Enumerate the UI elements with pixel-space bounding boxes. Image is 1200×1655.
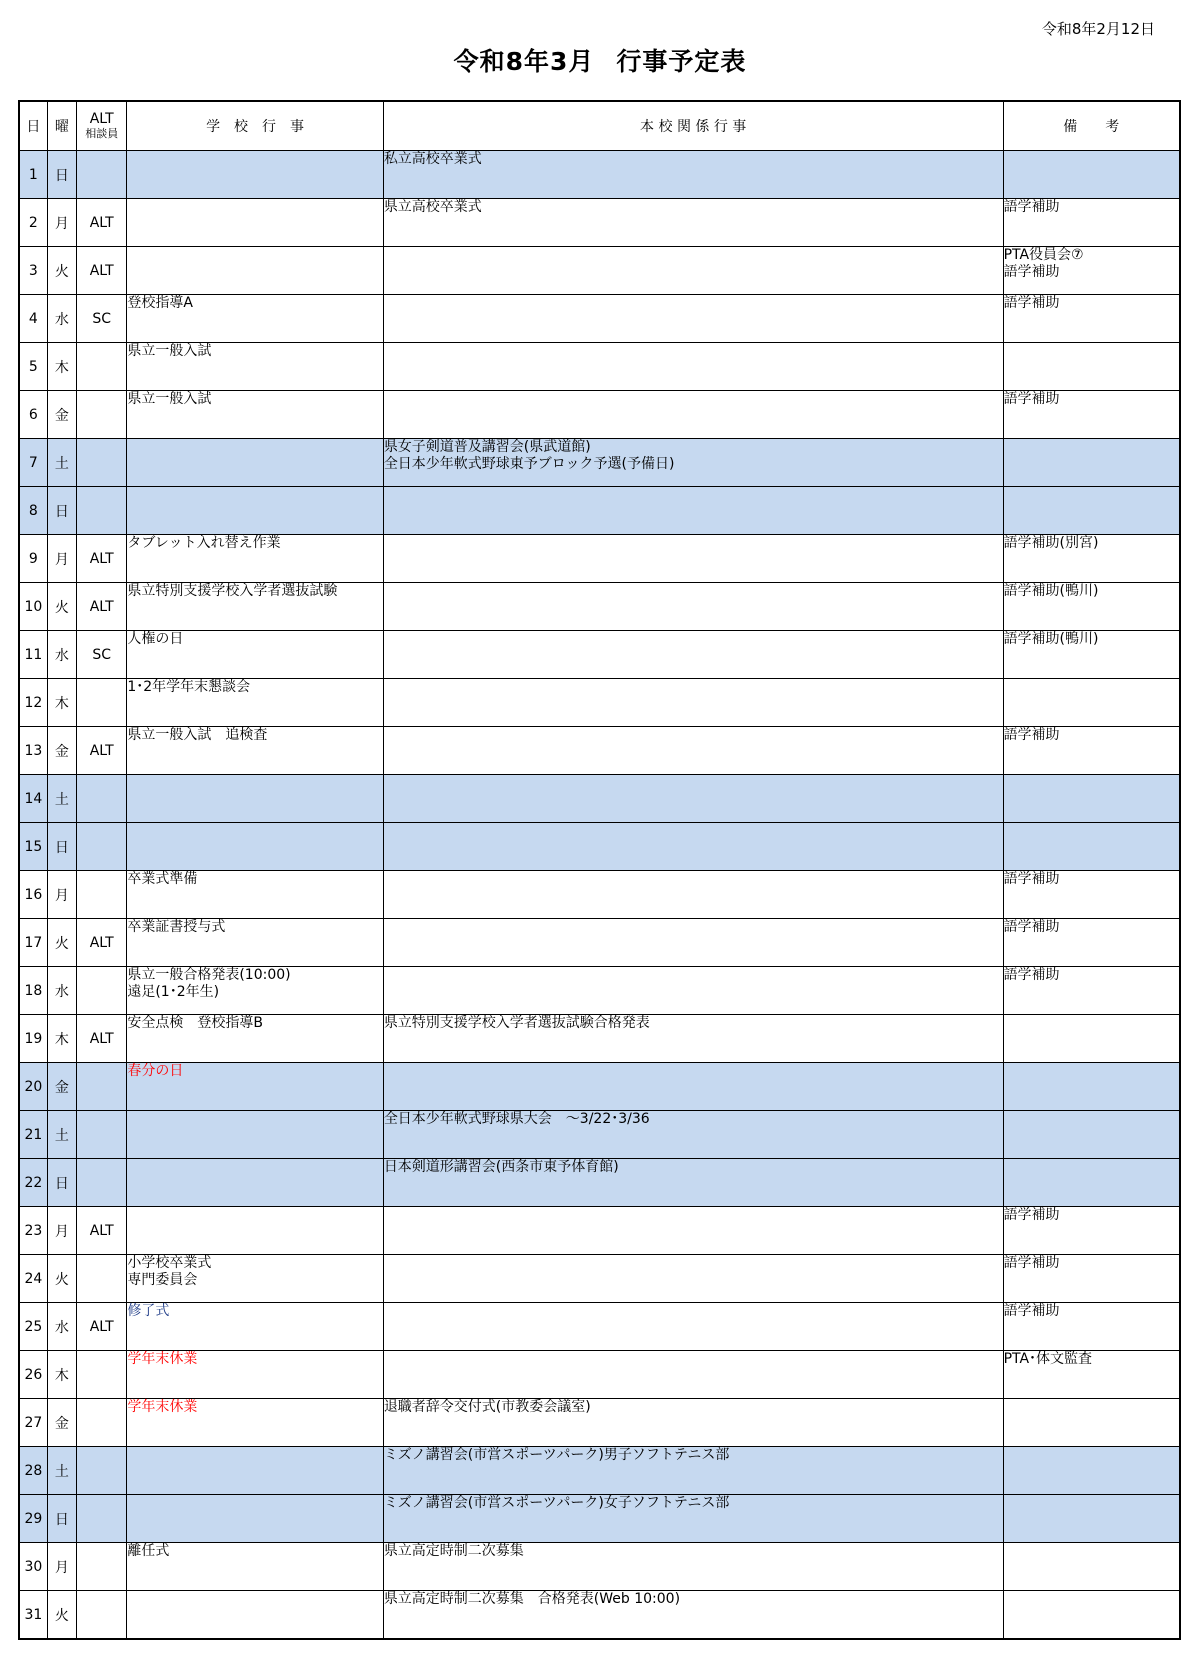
school-event-cell	[127, 151, 383, 199]
related-event: 県立高校卒業式	[383, 199, 482, 215]
table-row	[19, 871, 1180, 919]
day-cell: 17	[19, 919, 47, 967]
weekday-cell: 水	[47, 967, 76, 1015]
table-row	[19, 391, 1180, 439]
related-event-cell	[383, 1063, 1003, 1111]
note-line: 語学補助(別宮)	[1003, 535, 1099, 551]
related-event-cell	[383, 439, 1003, 487]
weekday-cell: 日	[47, 1159, 76, 1207]
school-event-cell	[127, 967, 383, 1015]
school-event-cell	[127, 391, 383, 439]
table-row	[19, 1447, 1180, 1495]
table-row	[19, 1591, 1180, 1640]
note-line: 語学補助	[1003, 967, 1060, 983]
notes-cell	[1003, 1591, 1180, 1640]
notes-cell	[1003, 199, 1180, 247]
day-cell: 2	[19, 199, 47, 247]
related-event-cell	[383, 871, 1003, 919]
related-event-cell	[383, 295, 1003, 343]
alt-cell: SC	[77, 295, 127, 343]
alt-cell	[77, 679, 127, 727]
school-event-cell	[127, 1591, 383, 1640]
school-event: 1･2年学年末懇談会	[127, 679, 251, 695]
table-row	[19, 679, 1180, 727]
day-cell: 24	[19, 1255, 47, 1303]
alt-cell: ALT	[77, 727, 127, 775]
school-event: 県立一般合格発表(10:00)	[127, 967, 291, 983]
weekday-cell: 木	[47, 679, 76, 727]
related-event-cell	[383, 1351, 1003, 1399]
school-event: 学年末休業	[127, 1399, 198, 1415]
header-notes: 備 考	[1003, 101, 1180, 151]
school-event-cell	[127, 487, 383, 535]
school-event-cell	[127, 1399, 383, 1447]
school-event: 卒業証書授与式	[127, 919, 226, 935]
table-row	[19, 1351, 1180, 1399]
school-event: 県立特別支援学校入学者選抜試験	[127, 583, 338, 599]
day-cell: 30	[19, 1543, 47, 1591]
school-event-cell	[127, 295, 383, 343]
notes-cell	[1003, 295, 1180, 343]
header-related-events: 本 校 関 係 行 事	[383, 101, 1003, 151]
day-cell: 29	[19, 1495, 47, 1543]
related-event: 私立高校卒業式	[383, 151, 482, 167]
related-event-cell	[383, 1399, 1003, 1447]
day-cell: 9	[19, 535, 47, 583]
school-event: 学年末休業	[127, 1351, 198, 1367]
alt-cell	[77, 343, 127, 391]
school-event-cell	[127, 535, 383, 583]
table-row	[19, 1495, 1180, 1543]
day-cell: 28	[19, 1447, 47, 1495]
notes-cell	[1003, 1255, 1180, 1303]
alt-cell: ALT	[77, 1207, 127, 1255]
weekday-cell: 月	[47, 199, 76, 247]
notes-cell	[1003, 727, 1180, 775]
day-cell: 6	[19, 391, 47, 439]
notes-cell	[1003, 1015, 1180, 1063]
note-line: 語学補助	[1003, 199, 1060, 215]
weekday-cell: 月	[47, 871, 76, 919]
day-cell: 4	[19, 295, 47, 343]
related-event-cell	[383, 583, 1003, 631]
school-event: 人権の日	[127, 631, 184, 647]
weekday-cell: 水	[47, 1303, 76, 1351]
school-event-cell	[127, 823, 383, 871]
table-row	[19, 151, 1180, 199]
day-cell: 10	[19, 583, 47, 631]
table-row	[19, 1159, 1180, 1207]
day-cell: 25	[19, 1303, 47, 1351]
day-cell: 1	[19, 151, 47, 199]
day-cell: 3	[19, 247, 47, 295]
school-event-cell	[127, 1255, 383, 1303]
note-line: 語学補助(鴨川)	[1003, 583, 1099, 599]
table-row	[19, 487, 1180, 535]
alt-cell	[77, 151, 127, 199]
page-title	[0, 42, 1200, 78]
related-event: 退職者辞令交付式(市教委会議室)	[383, 1399, 591, 1415]
school-event-cell	[127, 1207, 383, 1255]
table-row	[19, 1207, 1180, 1255]
weekday-cell: 金	[47, 391, 76, 439]
school-event-cell	[127, 583, 383, 631]
school-event-cell	[127, 247, 383, 295]
table-row	[19, 631, 1180, 679]
weekday-cell: 土	[47, 439, 76, 487]
notes-cell	[1003, 1063, 1180, 1111]
weekday-cell: 日	[47, 1495, 76, 1543]
notes-cell	[1003, 343, 1180, 391]
day-cell: 20	[19, 1063, 47, 1111]
day-cell: 15	[19, 823, 47, 871]
weekday-cell: 火	[47, 247, 76, 295]
day-cell: 7	[19, 439, 47, 487]
notes-cell	[1003, 1495, 1180, 1543]
school-event: 遠足(1･2年生)	[127, 984, 220, 1000]
related-event-cell	[383, 391, 1003, 439]
alt-cell: ALT	[77, 199, 127, 247]
day-cell: 21	[19, 1111, 47, 1159]
header-day: 日	[19, 101, 47, 151]
note-line: PTA･体文監査	[1003, 1351, 1093, 1367]
school-event-cell	[127, 1111, 383, 1159]
alt-cell: ALT	[77, 535, 127, 583]
note-line: 語学補助	[1003, 1207, 1060, 1223]
related-event: 日本剣道形講習会(西条市東予体育館)	[383, 1159, 619, 1175]
related-event: 県立高定時制二次募集	[383, 1543, 524, 1559]
table-row	[19, 775, 1180, 823]
notes-cell	[1003, 631, 1180, 679]
weekday-cell: 金	[47, 1063, 76, 1111]
school-event: 専門委員会	[127, 1272, 198, 1288]
weekday-cell: 日	[47, 151, 76, 199]
table-row	[19, 727, 1180, 775]
alt-cell	[77, 1447, 127, 1495]
day-cell: 11	[19, 631, 47, 679]
note-line: 語学補助	[1003, 727, 1060, 743]
alt-cell	[77, 823, 127, 871]
notes-cell	[1003, 1111, 1180, 1159]
alt-cell	[77, 1399, 127, 1447]
related-event-cell	[383, 1591, 1003, 1640]
school-event-cell	[127, 727, 383, 775]
notes-cell	[1003, 535, 1180, 583]
schedule-body	[19, 151, 1180, 1640]
school-event: 離任式	[127, 1543, 170, 1559]
notes-cell	[1003, 967, 1180, 1015]
related-event-cell	[383, 247, 1003, 295]
related-event-cell	[383, 1207, 1003, 1255]
day-cell: 26	[19, 1351, 47, 1399]
day-cell: 18	[19, 967, 47, 1015]
day-cell: 16	[19, 871, 47, 919]
table-row	[19, 1015, 1180, 1063]
related-event-cell	[383, 1255, 1003, 1303]
school-event-cell	[127, 1063, 383, 1111]
notes-cell	[1003, 919, 1180, 967]
notes-cell	[1003, 487, 1180, 535]
table-row	[19, 1063, 1180, 1111]
related-event: ミズノ講習会(市営スポーツパーク)男子ソフトテニス部	[383, 1447, 730, 1463]
day-cell: 12	[19, 679, 47, 727]
note-line: 語学補助	[1003, 1303, 1060, 1319]
weekday-cell: 木	[47, 343, 76, 391]
related-event-cell	[383, 1495, 1003, 1543]
note-line: 語学補助	[1003, 264, 1060, 280]
school-event: 県立一般入試	[127, 343, 212, 359]
weekday-cell: 月	[47, 1207, 76, 1255]
school-event: 登校指導A	[127, 295, 193, 311]
school-event-cell	[127, 919, 383, 967]
weekday-cell: 土	[47, 775, 76, 823]
table-row	[19, 1399, 1180, 1447]
weekday-cell: 月	[47, 535, 76, 583]
school-event: 春分の日	[127, 1063, 184, 1079]
weekday-cell: 土	[47, 1447, 76, 1495]
alt-cell: ALT	[77, 1303, 127, 1351]
day-cell: 13	[19, 727, 47, 775]
alt-cell	[77, 439, 127, 487]
alt-cell: ALT	[77, 247, 127, 295]
note-line: 語学補助	[1003, 871, 1060, 887]
day-cell: 14	[19, 775, 47, 823]
weekday-cell: 火	[47, 583, 76, 631]
related-event-cell	[383, 823, 1003, 871]
alt-cell	[77, 487, 127, 535]
school-event: 県立一般入試 追検査	[127, 727, 268, 743]
related-event-cell	[383, 487, 1003, 535]
related-event-cell	[383, 631, 1003, 679]
table-row	[19, 919, 1180, 967]
alt-cell	[77, 1159, 127, 1207]
note-line: 語学補助	[1003, 391, 1060, 407]
related-event-cell	[383, 679, 1003, 727]
table-row	[19, 823, 1180, 871]
weekday-cell: 水	[47, 295, 76, 343]
alt-cell	[77, 775, 127, 823]
weekday-cell: 金	[47, 1399, 76, 1447]
weekday-cell: 火	[47, 1591, 76, 1640]
related-event: 県女子剣道普及講習会(県武道館)	[383, 439, 591, 455]
weekday-cell: 日	[47, 487, 76, 535]
table-row	[19, 583, 1180, 631]
related-event-cell	[383, 199, 1003, 247]
table-row	[19, 295, 1180, 343]
weekday-cell: 火	[47, 1255, 76, 1303]
table-row	[19, 1543, 1180, 1591]
alt-cell: ALT	[77, 583, 127, 631]
table-row	[19, 1255, 1180, 1303]
header-weekday: 曜	[47, 101, 76, 151]
weekday-cell: 水	[47, 631, 76, 679]
school-event-cell	[127, 1543, 383, 1591]
related-event-cell	[383, 1447, 1003, 1495]
alt-cell: ALT	[77, 919, 127, 967]
related-event: ミズノ講習会(市営スポーツパーク)女子ソフトテニス部	[383, 1495, 730, 1511]
related-event: 全日本少年軟式野球東予ブロック予選(予備日)	[383, 456, 675, 472]
table-row	[19, 1303, 1180, 1351]
related-event-cell	[383, 1543, 1003, 1591]
alt-cell	[77, 967, 127, 1015]
related-event-cell	[383, 727, 1003, 775]
note-line: PTA役員会⑦	[1003, 247, 1084, 263]
alt-cell	[77, 1495, 127, 1543]
notes-cell	[1003, 1303, 1180, 1351]
related-event-cell	[383, 1303, 1003, 1351]
day-cell: 5	[19, 343, 47, 391]
header-alt-line1: ALT	[89, 110, 114, 127]
school-event-cell	[127, 631, 383, 679]
notes-cell	[1003, 679, 1180, 727]
school-event-cell	[127, 439, 383, 487]
day-cell: 22	[19, 1159, 47, 1207]
weekday-cell: 月	[47, 1543, 76, 1591]
header-alt	[77, 101, 127, 151]
school-event: タブレット入れ替え作業	[127, 535, 281, 551]
related-event-cell	[383, 1111, 1003, 1159]
school-event-cell	[127, 199, 383, 247]
weekday-cell: 火	[47, 919, 76, 967]
title-month: 令和8年3月	[453, 47, 595, 76]
notes-cell	[1003, 1543, 1180, 1591]
related-event: 全日本少年軟式野球県大会 ～3/22･3/36	[383, 1111, 650, 1127]
school-event-cell	[127, 1159, 383, 1207]
school-event: 県立一般入試	[127, 391, 212, 407]
note-line: 語学補助	[1003, 295, 1060, 311]
day-cell: 27	[19, 1399, 47, 1447]
day-cell: 8	[19, 487, 47, 535]
notes-cell	[1003, 391, 1180, 439]
notes-cell	[1003, 247, 1180, 295]
table-row	[19, 1111, 1180, 1159]
school-event: 卒業式準備	[127, 871, 198, 887]
school-event: 安全点検 登校指導B	[127, 1015, 263, 1031]
header-row	[19, 101, 1180, 151]
related-event-cell	[383, 343, 1003, 391]
notes-cell	[1003, 583, 1180, 631]
weekday-cell: 金	[47, 727, 76, 775]
school-event-cell	[127, 775, 383, 823]
header-school-events: 学 校 行 事	[127, 101, 383, 151]
alt-cell: SC	[77, 631, 127, 679]
day-cell: 31	[19, 1591, 47, 1640]
school-event: 小学校卒業式	[127, 1255, 212, 1271]
alt-cell	[77, 1591, 127, 1640]
notes-cell	[1003, 775, 1180, 823]
school-event: 修了式	[127, 1303, 170, 1319]
alt-cell	[77, 1255, 127, 1303]
notes-cell	[1003, 151, 1180, 199]
notes-cell	[1003, 871, 1180, 919]
title-label: 行事予定表	[616, 47, 747, 76]
school-event-cell	[127, 871, 383, 919]
related-event: 県立高定時制二次募集 合格発表(Web 10:00)	[383, 1591, 681, 1607]
day-cell: 19	[19, 1015, 47, 1063]
related-event-cell	[383, 1159, 1003, 1207]
notes-cell	[1003, 823, 1180, 871]
school-event-cell	[127, 1015, 383, 1063]
table-row	[19, 199, 1180, 247]
header-alt-line2: 相談員	[85, 126, 119, 140]
related-event-cell	[383, 919, 1003, 967]
weekday-cell: 土	[47, 1111, 76, 1159]
notes-cell	[1003, 1351, 1180, 1399]
table-row	[19, 967, 1180, 1015]
document-date: 令和8年2月12日	[1041, 20, 1155, 38]
table-row	[19, 247, 1180, 295]
alt-cell: ALT	[77, 1015, 127, 1063]
table-row	[19, 343, 1180, 391]
school-event-cell	[127, 1303, 383, 1351]
note-line: 語学補助	[1003, 1255, 1060, 1271]
notes-cell	[1003, 1399, 1180, 1447]
related-event-cell	[383, 535, 1003, 583]
school-event-cell	[127, 679, 383, 727]
alt-cell	[77, 1351, 127, 1399]
alt-cell	[77, 391, 127, 439]
notes-cell	[1003, 1207, 1180, 1255]
school-event-cell	[127, 1351, 383, 1399]
notes-cell	[1003, 1159, 1180, 1207]
school-event-cell	[127, 1447, 383, 1495]
related-event-cell	[383, 151, 1003, 199]
school-event-cell	[127, 1495, 383, 1543]
schedule-table	[18, 100, 1181, 1640]
note-line: 語学補助	[1003, 919, 1060, 935]
alt-cell	[77, 1543, 127, 1591]
weekday-cell: 日	[47, 823, 76, 871]
weekday-cell: 木	[47, 1351, 76, 1399]
related-event-cell	[383, 1015, 1003, 1063]
day-cell: 23	[19, 1207, 47, 1255]
note-line: 語学補助(鴨川)	[1003, 631, 1099, 647]
related-event-cell	[383, 967, 1003, 1015]
school-event-cell	[127, 343, 383, 391]
alt-cell	[77, 1111, 127, 1159]
table-row	[19, 535, 1180, 583]
table-row	[19, 439, 1180, 487]
weekday-cell: 木	[47, 1015, 76, 1063]
related-event: 県立特別支援学校入学者選抜試験合格発表	[383, 1015, 650, 1031]
alt-cell	[77, 1063, 127, 1111]
notes-cell	[1003, 439, 1180, 487]
notes-cell	[1003, 1447, 1180, 1495]
alt-cell	[77, 871, 127, 919]
related-event-cell	[383, 775, 1003, 823]
